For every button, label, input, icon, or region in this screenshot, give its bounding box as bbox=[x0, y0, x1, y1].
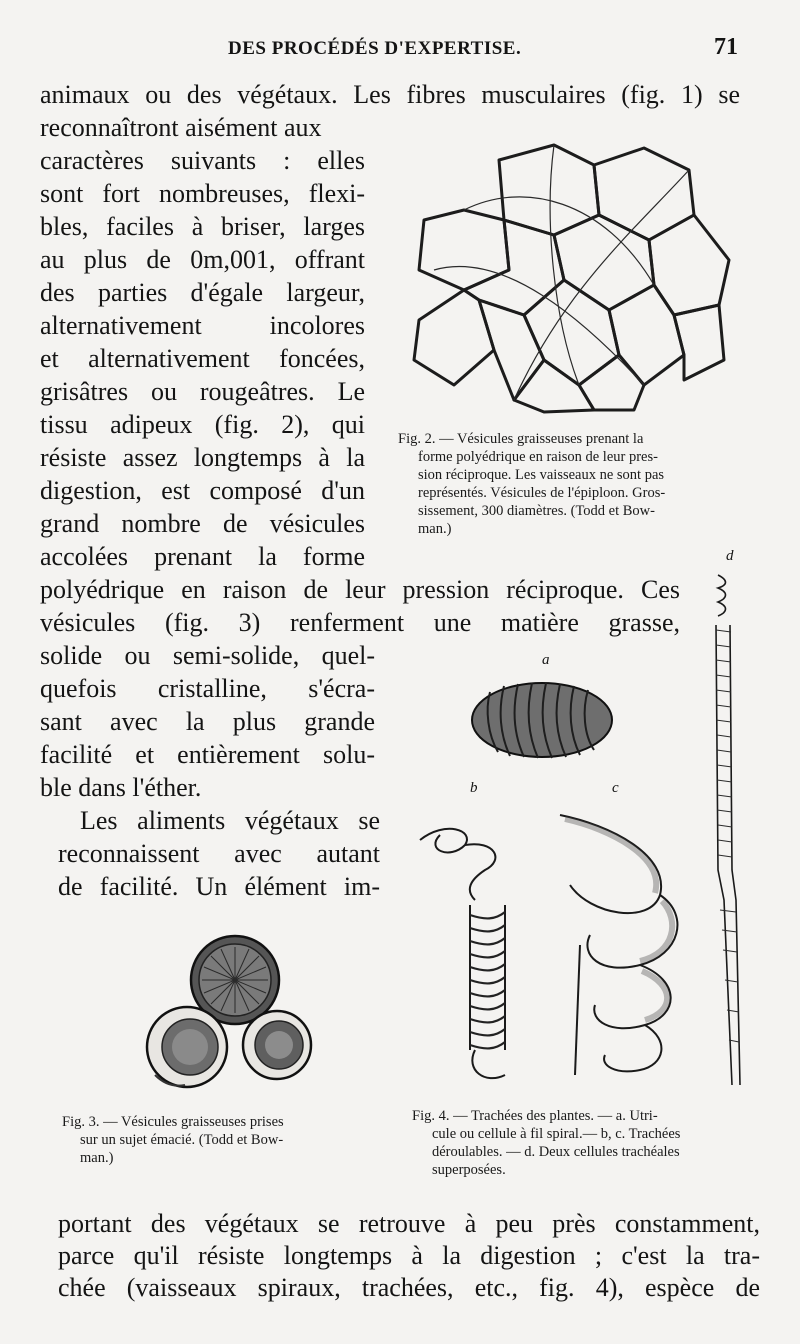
body-line: sant avec la plus grande bbox=[40, 707, 375, 736]
body-line: accolées prenant la forme bbox=[40, 542, 365, 571]
body-line: quefois cristalline, s'écra- bbox=[40, 674, 375, 703]
caption-line: cule ou cellule à fil spiral.— b, c. Trachées bbox=[432, 1126, 681, 1142]
caption-line: déroulables. — d. Deux cellules trachéales bbox=[432, 1144, 680, 1160]
fig4-label-d: d bbox=[726, 548, 734, 564]
body-line: solide ou semi-solide, quel- bbox=[40, 641, 375, 670]
caption-line: représentés. Vésicules de l'épiploon. Gros- bbox=[418, 485, 666, 501]
body-line: résiste assez longtemps à la bbox=[40, 443, 365, 472]
body-line: reconnaîtront aisément aux bbox=[40, 113, 322, 142]
caption-line: sion réciproque. Les vaisseaux ne sont pas bbox=[418, 467, 665, 483]
body-line: ble dans l'éther. bbox=[40, 773, 202, 802]
page-number: 71 bbox=[714, 34, 738, 60]
caption-line: Fig. 2. — Vésicules graisseuses prenant la bbox=[398, 431, 644, 447]
fig2-caption bbox=[398, 430, 748, 538]
body-line: de facilité. Un élément im- bbox=[58, 872, 380, 901]
caption-line: man.) bbox=[80, 1150, 114, 1166]
body-line: chée (vaisseaux spiraux, trachées, etc., fig. 4), espèce de bbox=[58, 1273, 760, 1302]
body-line: portant des végétaux se retrouve à peu près constamment, bbox=[58, 1209, 760, 1238]
body-line: alternativement incolores bbox=[40, 311, 365, 340]
caption-line: sissement, 300 diamètres. (Todd et Bow- bbox=[418, 503, 655, 519]
body-line: bles, faciles à briser, larges bbox=[40, 212, 365, 241]
body-line: sont fort nombreuses, flexi- bbox=[40, 179, 365, 208]
caption-line: man.) bbox=[418, 521, 452, 537]
fig4-double-cell-illustration bbox=[710, 570, 740, 1085]
page-header bbox=[0, 34, 800, 66]
body-line: parce qu'il résiste longtemps à la digestion ; c'est la tra- bbox=[58, 1241, 760, 1270]
fig4-label-c: c bbox=[612, 780, 619, 796]
body-line: au plus de 0m,001, offrant bbox=[40, 245, 365, 274]
fig4-label-b: b bbox=[470, 780, 478, 796]
caption-line: Fig. 4. — Trachées des plantes. — a. Utri- bbox=[412, 1108, 658, 1124]
body-line: grisâtres ou rougeâtres. Le bbox=[40, 377, 365, 406]
fig4-spiral-b-illustration bbox=[415, 820, 515, 1090]
fig4-label-a: a bbox=[542, 652, 550, 668]
body-line: digestion, est composé d'un bbox=[40, 476, 365, 505]
body-line: des parties d'égale largeur, bbox=[40, 278, 365, 307]
body-line: facilité et entièrement solu- bbox=[40, 740, 375, 769]
caption-line: sur un sujet émacié. (Todd et Bow- bbox=[80, 1132, 284, 1148]
caption-line: superposées. bbox=[432, 1162, 506, 1178]
body-line: animaux ou des végétaux. Les fibres musculaires (fig. 1) se bbox=[40, 80, 740, 109]
fig4-caption bbox=[412, 1107, 764, 1179]
body-line: Les aliments végétaux se bbox=[80, 806, 380, 835]
body-line: polyédrique en raison de leur pression réciproque. Ces bbox=[40, 575, 680, 604]
caption-line: forme polyédrique en raison de leur pres- bbox=[418, 449, 658, 465]
body-line: tissu adipeux (fig. 2), qui bbox=[40, 410, 365, 439]
caption-line: Fig. 3. — Vésicules graisseuses prises bbox=[62, 1114, 284, 1130]
fig4-spiral-c-illustration bbox=[550, 805, 710, 1085]
fig2-vesicles-illustration bbox=[404, 140, 734, 415]
fig4-utricle-illustration bbox=[470, 680, 615, 760]
body-line: caractères suivants : elles bbox=[40, 146, 365, 175]
running-title: DES PROCÉDÉS D'EXPERTISE. bbox=[228, 38, 522, 59]
body-line: vésicules (fig. 3) renferment une matière grasse, bbox=[40, 608, 680, 637]
body-line: reconnaissent avec autant bbox=[58, 839, 380, 868]
body-line: grand nombre de vésicules bbox=[40, 509, 365, 538]
fig3-vesicles-illustration bbox=[145, 935, 315, 1095]
body-line: et alternativement foncées, bbox=[40, 344, 365, 373]
fig3-caption bbox=[62, 1113, 382, 1167]
